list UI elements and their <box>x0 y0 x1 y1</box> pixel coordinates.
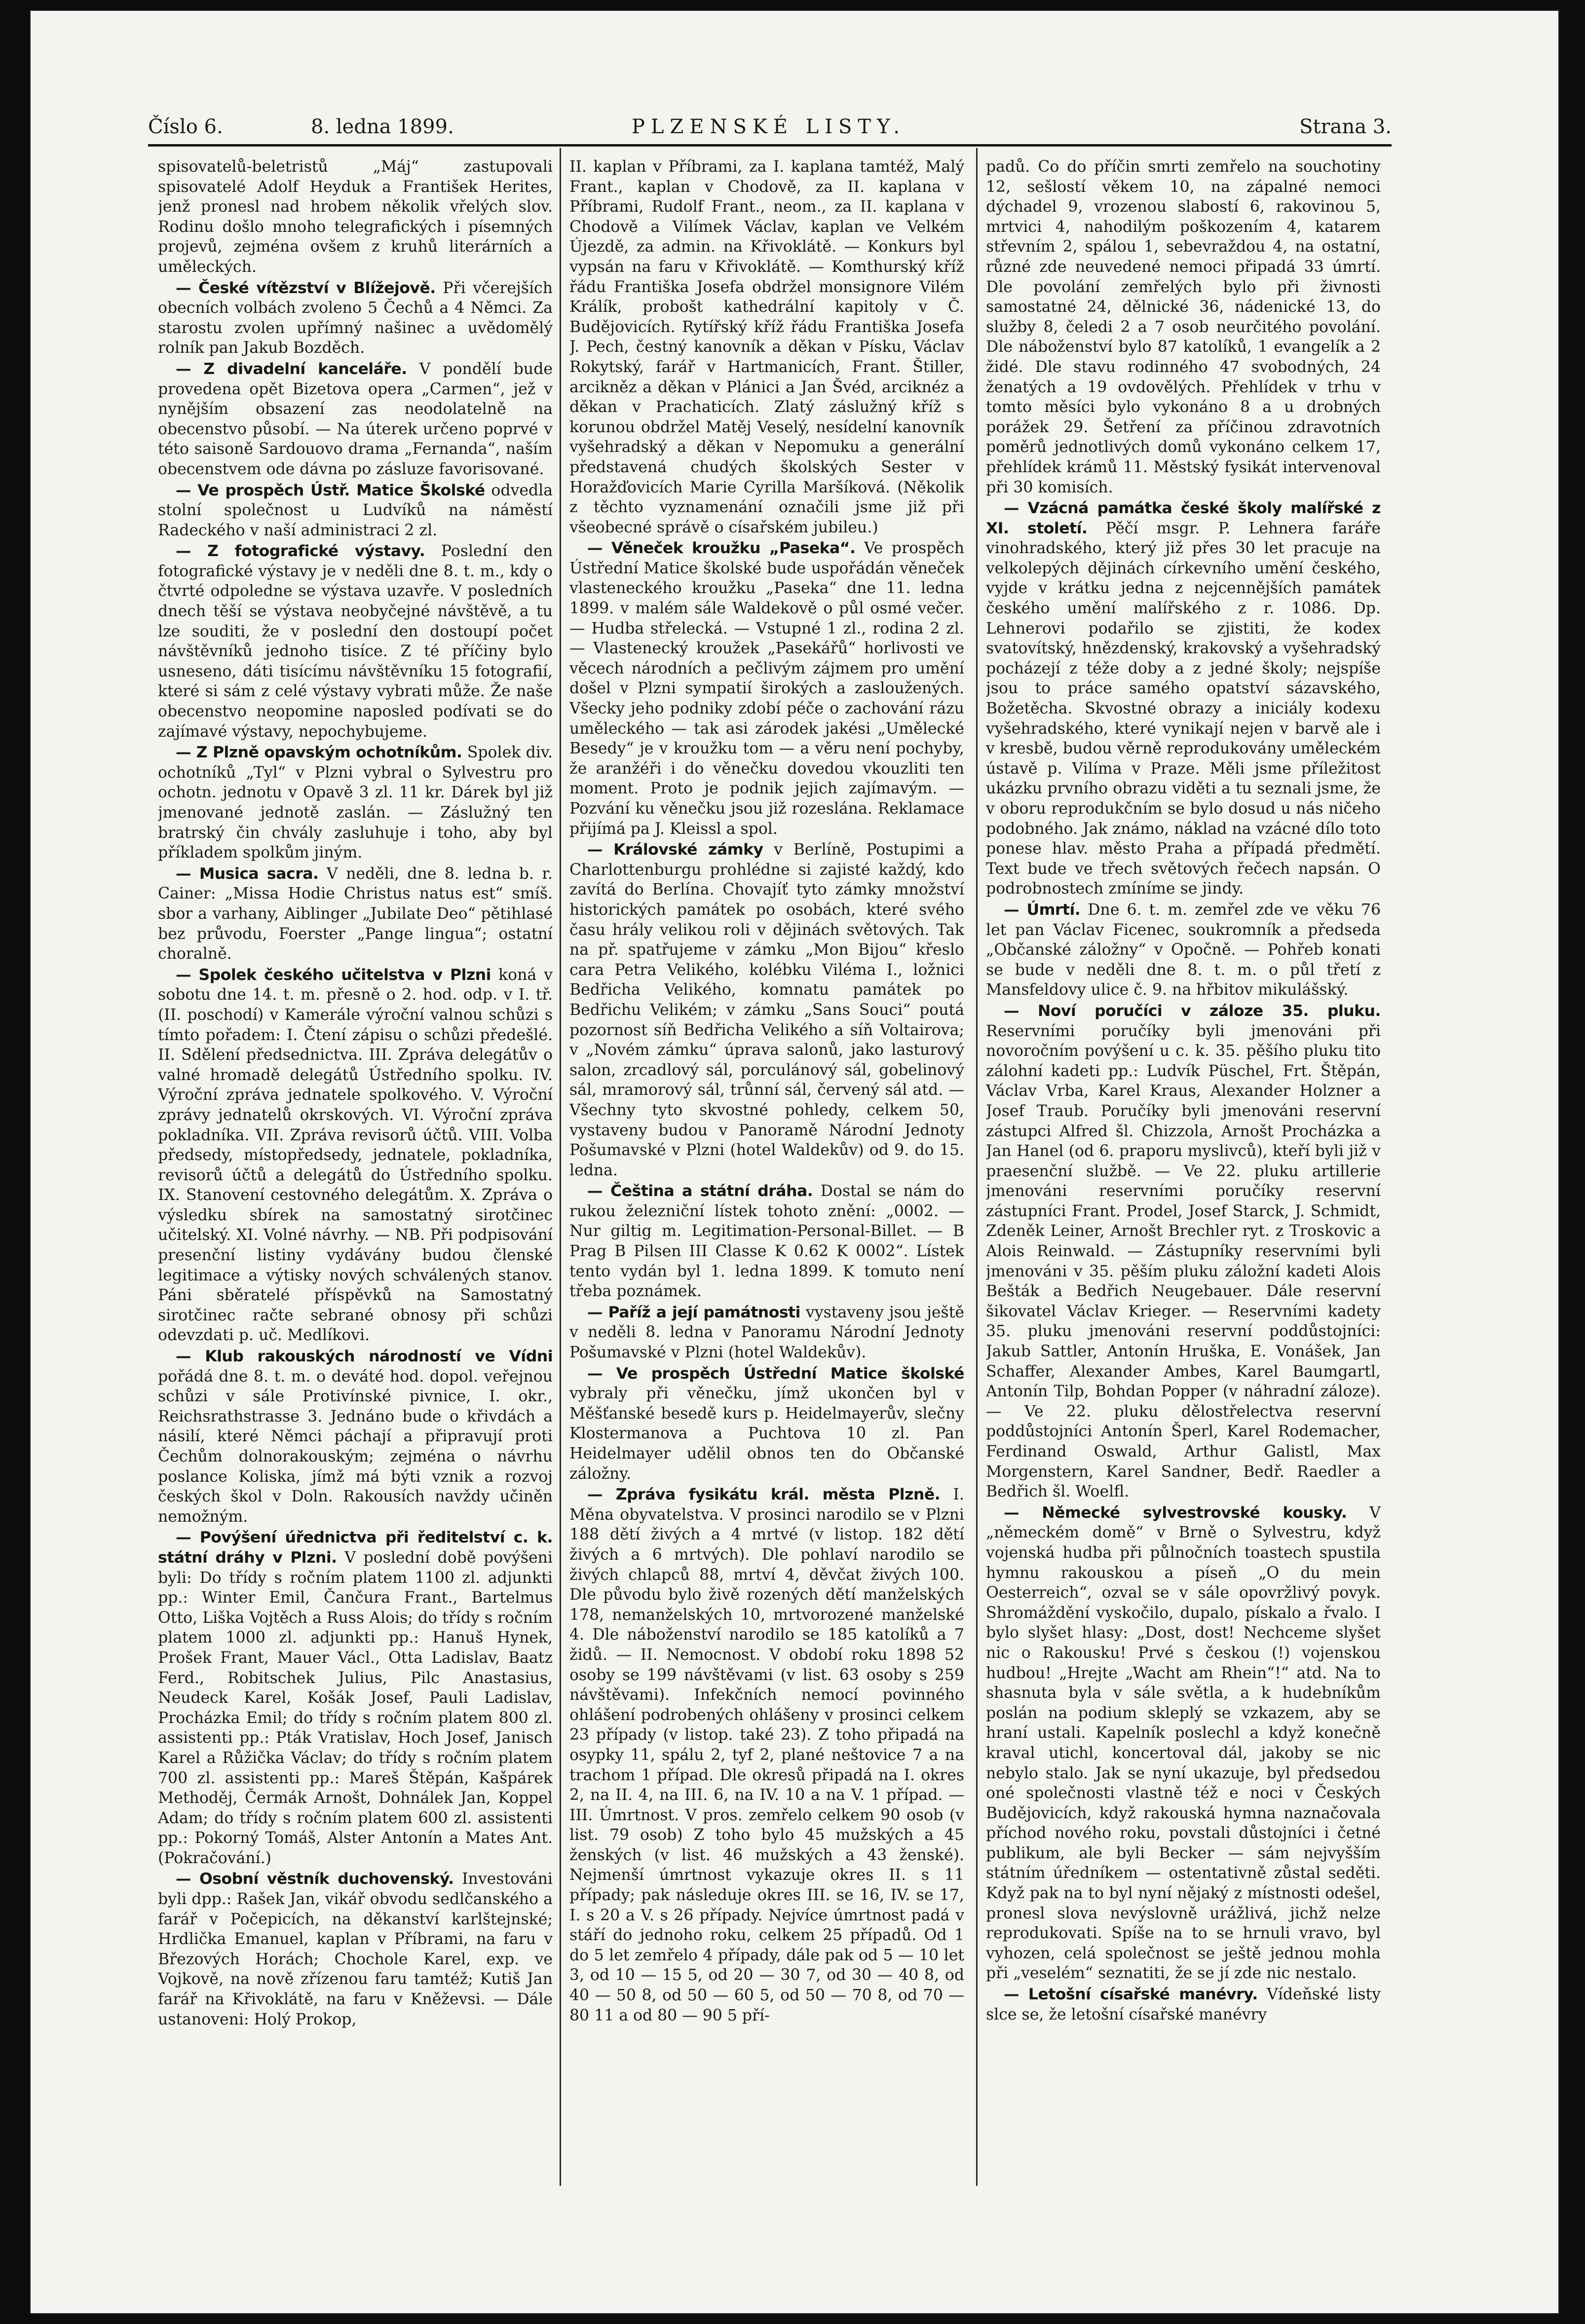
article-text: Reservními poručíky byli jmenováni při novoročním povýšení u c. k. 35. pěšího pluku tito zálohní kadeti pp.: Ludvík Püschel, Frt. Štěpán, Václav Vrba, Karel Kraus, Alexander Holzner a Josef Traub. Poručíky byli jmenováni reservní zástupci Alfred šl. Chizzola, Arnošt Procházka a Jan Hanel (od 6. praporu myslivců), kteří byli již v praesenční službě. — Ve 22. pluku artillerie jmenováni reservními poručíky reservní zástupníci Frant. Prodel, Josef Starck, J. Schmidt, Zdeněk Leiner, Arnošt Brechler ryt. z Troskovic a Alois Reinwald. — Zástupníky reservními byli jmenováni v 35. pěším pluku záložní kadeti Alois Bešták a Bedřich Neugebauer. Dále reservní šikovatel Václav Krieger. — Reservními kadety 35. pluku jmenováni reservní poddůstojníci: Jakub Sattler, Antonín Hruška, E. Vonášek, Jan Schaffer, Alexander Ambes, Karel Baumgartl, Antonín Tilp, Bohdan Popper (v náhradní záloze). — Ve 22. pluku dělostřelectva reservní poddůstojníci Antonín Šperl, Karel Rodemacher, Ferdinand Oswald, Arthur Galistl, Max Morgenstern, Karel Sandner, Bedř. Raedler a Bedřich šl. Woelfl. <box>986 1022 1381 1501</box>
article-heading: — Musica sacra. <box>176 864 319 883</box>
article-heading: — Úmrtí. <box>1004 900 1081 919</box>
article-paragraph <box>158 1528 553 1868</box>
article-heading: — Vzácná památka české školy malířské z XI. století. <box>986 499 1381 537</box>
article-paragraph <box>158 864 553 964</box>
article-paragraph <box>569 538 964 839</box>
article-text: Poslední den fotografické výstavy je v neděli dne 8. t. m., kdy o čtvrté odpoledne se výstava uzavře. V posledních dnech těší se výstava neobyčejné návštěvě, a tu lze souditi, že v poslední den dostoupí počet návštěvníků jednoho tisíce. Z té příčiny bylo usneseno, dáti tisícímu návštěvníku 15 fotografií, které si sám z celé výstavy vybrati může. Že naše obecenstvo neopomine naposled podívati se do zajímavé výstavy, nepochybujeme. <box>158 542 553 741</box>
column-divider <box>560 148 561 2186</box>
article-heading: — Z fotografické výstavy. <box>176 542 425 561</box>
article-paragraph <box>158 1869 553 2029</box>
article-heading: — Noví poručíci v záloze 35. pluku. <box>1004 1002 1381 1020</box>
article-text: I. Měna obyvatelstva. V prosinci narodilo se v Plzni 188 dětí živých a 4 mrtvé (v listop. 182 dětí živých a 6 mrtvých). Dle pohlaví narodilo se živých chlapců 88, mrtví 4, děvčat živých 100. Dle původu bylo živě rozených dětí manželských 178, nemanželských 10, mrtvorozené manželské 4. Dle náboženství narodilo se 185 katolíků a 7 židů. — II. Nemocnost. V období roku 1898 52 osoby se 199 návštěvami (v list. 63 osoby s 259 návštěvami). Infekčních nemocí povinného ohlášení podrobených ohlášeny v prosinci celkem 23 případy (v listop. také 23). Z toho připadá na osypky 11, spálu 2, tyf 2, plané neštovice 7 a na trachom 1 případ. Dle okresů připadá na I. okres 2, na II. 4, na III. 6, na IV. 10 a na V. 1 případ. — III. Úmrtnost. V pros. zemřelo celkem 90 osob (v list. 79 osob) Z toho bylo 45 mužských a 45 ženských (v list. 46 mužských a 43 ženské). Nejmenší úmrtnost vykazuje okres II. s 11 případy; pak následuje okres III. se 16, IV. se 17, I. s 20 a V. s 26 případy. Nejvíce úmrtnost padá v stáří do jednoho roku, celkem 25 případů. Od 1 do 5 let zemřelo 4 případy, dále pak od 5 — 10 let 3, od 10 — 15 5, od 20 — 30 7, od 30 — 40 8, od 40 — 50 8, od 50 — 60 5, od 50 — 70 8, od 70 — 80 11 a od 80 — 90 5 pří- <box>569 1486 964 2024</box>
article-paragraph <box>569 1303 964 1363</box>
article-paragraph <box>158 965 553 1346</box>
article-text: Vídeňské listy slce se, že letošní císařské manévry <box>986 1986 1381 2024</box>
article-text: V poslední době povýšeni byli: Do třídy s ročním platem 1100 zl. adjunkti pp.: Winter Emil, Čančura Frant., Bartelmus Otto, Liška Vojtěch a Russ Alois; do třídy s ročním platem 1000 zl. adjunkti pp.: Hanuš Hynek, Prošek Frant, Mauer Václ., Otta Ladislav, Baatz Ferd., Robitschek Julius, Pilc Anastasius, Neudeck Karel, Košák Josef, Pauli Ladislav, Procházka Emil; do třídy s ročním platem 800 zl. assistenti pp.: Pták Vratislav, Hoch Josef, Janisch Karel a Růžička Václav; do třídy s ročním platem 700 zl. assistenti pp.: Mareš Štěpán, Kašpárek Methoděj, Čermák Arnošt, Dohnálek Jan, Koppel Adam; do třídy s ročním platem 600 zl. assistenti pp.: Pokorný Tomáš, Alster Antonín a Mates Ant. (Pokračování.) <box>158 1548 553 1867</box>
article-paragraph <box>158 1347 553 1527</box>
article-paragraph <box>158 481 553 541</box>
article-paragraph <box>986 1985 1381 2024</box>
article-heading: — Paříž a její památnosti <box>587 1303 800 1321</box>
article-heading: — Spolek českého učitelstva v Plzni <box>176 966 491 984</box>
article-text: V pondělí bude provedena opět Bizetova opera „Carmen“, jež v nynějším obsazení zas neodolatelně na obecenstvo působí. — Na úterek určeno poprvé v této saisoně Sardouovo drama „Fernanda“, naším obecenstvem ode dávna po zásluze favorisované. <box>158 360 553 478</box>
article-paragraph <box>986 498 1381 899</box>
article-paragraph <box>986 1503 1381 1984</box>
article-text: Investováni byli dpp.: Rašek Jan, vikář obvodu sedlčanského a farář v Počepicích, na děkanství karlštejnské; Hrdlička Emanuel, kaplan v Příbrami, na faru v Březových Horách; Chochole Karel, exp. ve Vojkově, na nově zřízenou faru tamtéž; Kutiš Jan farář na Křivoklátě, na faru v Kněževsi. — Dále ustanoveni: Holý Prokop, <box>158 1870 553 2028</box>
article-text: padů. Co do příčin smrti zemřelo na souchotiny 12, sešlostí věkem 10, na zápalné nemoci dýchadel 9, vrozenou slabostí 6, rakovinou 5, mrtvici 4, nahodilým poškozením 4, katarem střevním 2, spálou 1, sebevraždou 4, na ostatní, různé zde neuvedené nemoci připadá 33 úmrtí. Dle povolání zemřelých bylo při živnosti samostatné 24, dělnické 36, nádenické 13, do služby 8, čeledi 2 a 7 osob neurčitého povolání. Dle náboženství bylo 87 katolíků, 1 evangelík a 2 židé. Dle stavu rodinného 47 svobodných, 24 ženatých a 19 ovdovělých. Přehlídek v trhu v tomto měsíci bylo vykonáno 8 a u drobných porážek 29. Šetření za příčinou zdravotních poměrů jednotlivých domů vykonáno celkem 17, přehlídek krámů 11. Městský fysikát intervenoval při 30 komisích. <box>986 158 1381 496</box>
article-text: V neděli, dne 8. ledna b. r. Cainer: „Missa Hodie Christus natus est“ smíš. sbor a varhany, Aiblinger „Jubilate Deo“ pětihlasé bez průvodu, Foerster „Pange lingua“; ostatní choralně. <box>158 864 553 963</box>
article-paragraph <box>158 278 553 358</box>
text-column-1 <box>158 157 553 2185</box>
header-rule <box>148 144 1392 147</box>
article-heading: — Německé sylvestrovské kousky. <box>1004 1503 1347 1522</box>
article-paragraph <box>569 840 964 1180</box>
article-text: Při včerejších obecních volbách zvoleno 5 Čechů a 4 Němci. Za starostu zvolen upřímný našinec a uvědomělý rolník pan Jakub Bozděch. <box>158 279 553 357</box>
article-text: pořádá dne 8. t. m. o deváté hod. dopol. veřejnou schůzi v sále Protivínské pivnice, I. okr., Reichsrathstrasse 3. Jednáno bude o křivdách a násilí, které Němci páchají a připravují proti Čechům dolnorakouským; zejména o návrhu poslance Koliska, jímž má býti vznik a rozvoj českých škol v Doln. Rakousích navždy učiněn nemožným. <box>158 1367 553 1526</box>
article-paragraph <box>569 1364 964 1484</box>
article-text: Dne 6. t. m. zemřel zde ve věku 76 let pan Václav Ficenec, soukromník a předseda „Občanské záložny“ v Opočně. — Pohřeb konati se bude v neděli dne 8. t. m. o půl třetí z Mansfeldovy ulice č. 9. na hřbitov mikulášský. <box>986 900 1381 999</box>
article-heading: — Ve prospěch Ústř. Matice Školské <box>176 481 485 499</box>
article-heading: — Klub rakouských národností ve Vídni <box>176 1348 553 1366</box>
article-heading: — Osobní věstník duchovenský. <box>176 1870 454 1888</box>
article-paragraph <box>158 157 553 277</box>
article-paragraph <box>986 1001 1381 1502</box>
page-header <box>148 112 1392 142</box>
article-text: koná v sobotu dne 14. t. m. přesně o 2. hod. odp. v I. tř. (II. poschodí) v Kamerále výroční valnou schůzi s tímto pořadem: I. Čtení zápisu o schůzi předešlé. II. Sdělení předsednictva. III. Zpráva delegátův o valné hromadě delegátů Ústředního spolku. IV. Výroční zpráva jednatele spolkového. V. Výroční zprávy jednatelů okrskových. VI. Výroční zpráva pokladníka. VII. Zpráva revisorů účtů. VIII. Volba předsedy, místopředsedy, jednatele, pokladníka, revisorů účtů a delegátů do Ústředního spolku. IX. Stanovení cestovného delegátům. X. Zpráva o výsledku sbírek na samostatný sirotčinec učitelský. XI. Volné návrhy. — NB. Při podpisování presenční listiny vydávány budou členské legitimace a výtisky nových schválených stanov. Páni sběratelé příspěvků na Samostatný sirotčinec račte sebrané obnosy při schůzi odevzdati p. uč. Medlíkovi. <box>158 966 553 1345</box>
article-heading: — Povýšení úřednictva při ředitelství c. k. státní dráhy v Plzni. <box>158 1529 553 1567</box>
newspaper-title: PLZENSKÉ LISTY. <box>632 115 906 138</box>
article-text: Ve prospěch Ústřední Matice školské bude uspořádán věneček vlasteneckého kroužku „Paseka“ dne 11. ledna 1899. v malém sále Waldekově o půl osmé večer. — Hudba střelecká. — Vstupné 1 zl., rodina 2 zl. — Vlastenecký kroužek „Pasekářů“ horlivosti ve věcech národních a pečlivým zájmem pro umění došel v Plzni sympatií širokých a zasloužených. Všecky jeho podniky zdobí péče o zachování rázu uměleckého — tak asi zárodek jakési „Umělecké Besedy“ je v kroužku tom — a věru není pochyby, že aranžéři i do věnečku dovedou vkouzliti ten moment. Proto je podnik jejich zajímavým. — Pozvání ku věnečku jsou již rozeslána. Reklamace přijímá pa J. Kleissl a spol. <box>569 539 964 838</box>
article-paragraph <box>986 157 1381 497</box>
article-paragraph <box>986 900 1381 1000</box>
article-text: V „německém domě“ v Brně o Sylvestru, když vojenská hudba při půlnočních toastech spustila hymnu rakouskou a píseň „O du mein Oesterreich“, ozval se v sále opovržlivý povyk. Shromáždění vyskočilo, dupalo, pískalo a řvalo. I bylo slyšet hlasy: „Dost, dost! Nechceme slyšet nic o Rakousku! Prvé s českou (!) vojenskou hudbou! „Hrejte „Wacht am Rhein“!“ atd. Na to shasnuta byla v sále světla, a k hudebníkům poslán na podium skleplý se vzkazem, aby se hraní ustali. Kapelník poslechl a když konečně kraval utichl, koncertoval dál, jakoby se nic nebylo stalo. Jak se nyní ukazuje, byl předsedou oné společnosti vlastně též e noci v Českých Budějovicích, když rakouská hymna naznačovala příchod nového roku, povstali důstojníci i četné publikum, ale byli Becker — sám nejvyšším státním úředníkem — ostentativně zůstal seděti. Když pak na to byl nyní nějaký z místnosti odešel, pronesl slova nevýslovně urážlivá, jichž nelze reprodukovati. Spíše na to se hrnuli vravo, byl vyhozen, celá společnost se ještě jednou mohla při „veselém“ seznatiti, že se jí zde nic nestalo. <box>986 1503 1381 1983</box>
article-heading: — Z divadelní kanceláře. <box>176 360 407 378</box>
article-text: spisovatelů-beletristů „Máj“ zastupovali spisovatelé Adolf Heyduk a František Herites, jenž pronesl nad hrobem několik vřelých slov. Rodinu došlo mnoho telegrafických i písemných projevů, zejména ovšem z kruhů literárních a uměleckých. <box>158 158 553 276</box>
article-heading: — Zpráva fysikátu král. města Plzně. <box>587 1486 941 1504</box>
article-text: Spolek div. ochotníků „Tyl“ v Plzni vybral o Sylvestru pro ochotn. jednotu v Opavě 3 zl. 11 kr. Dárek byl již jmenované jednotě zaslán. — Záslužný ten bratrský čin chvály zasluhuje i toho, aby byl příkladem spolkům jiným. <box>158 744 553 862</box>
article-paragraph <box>569 157 964 537</box>
article-paragraph <box>158 743 553 863</box>
page-number: Strana 3. <box>1299 115 1392 138</box>
article-heading: — Královské zámky <box>587 841 763 859</box>
article-heading: — Letošní císařské manévry. <box>1004 1986 1258 2004</box>
article-text: vybraly při věnečku, jímž ukončen byl v Měšťanské besedě kurs p. Heidelmayerův, slečny Klostermanova a Puchtova 10 zl. Pan Heidelmayer udělil obnos ten do Občanské záložny. <box>569 1385 964 1483</box>
article-text: vystaveny jsou ještě v neděli 8. ledna v Panoramu Národní Jednoty Pošumavské v Plzni (hotel Waldekův). <box>569 1303 964 1362</box>
article-heading: — Z Plzně opavským ochotníkům. <box>176 744 462 762</box>
issue-date: 8. ledna 1899. <box>311 115 454 138</box>
article-text: Pěčí msgr. P. Lehnera faráře vinohradského, který již přes 30 let pracuje na velkolepých dějinách církevního umění českého, vyjde v krátku jedna z nejcennějších památek českého umění malířského z r. 1086. Dp. Lehnerovi podařilo se zjistiti, že kodex svatovítský, hnězdenský, krakovský a vyšehradský pocházejí z téže doby a z jedné školy; nejspíše jsou to práce samého opatství sázavského, Božetěcha. Skvostné obrazy a iniciály kodexu vyšehradského, které vynikají nejen v barvě ale i v kresbě, budou věrně reprodukovány uměleckém ústavě p. Vilíma v Praze. Měli jsme příležitost ukázku prvního obrazu viděti a tu seznali jsme, že v oboru reprodukčním se bylo dosud u nás ničeho podobného. Jak známo, náklad na vzácné dílo toto ponese hlav. město Praha a případá předmětí. Text bude ve třech světových řečech napsán. O podrobnostech zmíníme se jindy. <box>986 519 1381 898</box>
text-column-2 <box>569 157 964 2185</box>
article-heading: — České vítězství v Blížejově. <box>176 279 436 297</box>
article-heading: — Věneček kroužku „Paseka“. <box>587 539 856 558</box>
article-text: Dostal se nám do rukou železniční lístek tohoto znění: „0002. — Nur giltig m. Legitimation-Personal-Billet. — B Prag B Pilsen III Classe K 0.62 K 0002“. Lístek tento vydán byl 1. ledna 1899. K tomuto není třeba poznámek. <box>569 1182 964 1301</box>
article-heading: — Ve prospěch Ústřední Matice školské <box>587 1364 964 1383</box>
article-heading: — Čeština a státní dráha. <box>587 1182 813 1200</box>
article-paragraph <box>569 1485 964 2025</box>
article-paragraph <box>569 1181 964 1302</box>
article-paragraph <box>158 541 553 742</box>
article-text: II. kaplan v Příbrami, za I. kaplana tamtéž, Malý Frant., kaplan v Chodově, za II. kaplana v Příbrami, Rudolf Frant., neom., za II. kaplana v Chodově a Vilímek Václav, kaplan ve Velkém Újezdě, za admin. na Křivoklátě. — Konkurs byl vypsán na faru v Křivoklátě. — Komthurský kříž řádu Františka Josefa obdržel monsignore Vilém Králík, probošt kathedrální kapitoly v Č. Budějovicích. Rytířský kříž řádu Františka Josefa J. Pech, čestný kanovník a děkan v Písku, Václav Rokytský, farář v Hartmanicích, Frant. Štiller, arcikněz a děkan v Plánici a Jan Švéd, arciknéz a děkan v Prachaticích. Zlatý záslužný kříž s korunou obdržel Matěj Veselý, nesídelní kanovník vyšehradský a děkan v Nepomuku a generální představená chudých školských Sester v Horažďovicích Marie Cyrilla Maršíková. (Několik z těchto vyznamenání označili jsme již při všeobecné správě o císařském jubileu.) <box>569 158 964 536</box>
issue-number: Číslo 6. <box>148 115 223 138</box>
article-text: odvedla stolní společnost u Ludvíků na náměstí Radeckého v naší administraci 2 zl. <box>158 481 553 539</box>
article-text: v Berlíně, Postupimi a Charlottenburgu prohlédne si zajisté každý, kdo zavítá do Berlína. Chovajíť tyto zámky množství historických památek po osobách, které svého času hrály velikou roli v dějinách světových. Tak na př. spatřujeme v zámku „Mon Bijou“ křeslo cara Petra Velikého, kolébku Viléma I., ložnici Bedřicha Velikého, komnatu památek po Bedřichu Velikém; v zámku „Sans Souci“ poutá pozornost síň Bedřicha Velikého a síň Voltairova; v „Novém zámku“ úprava salonů, jako lasturový salon, zrcadlový sál, porculánový sál, gobelinový sál, mramorový sál, trůnní sál, červený sál atd. — Všechny tyto skvostné pohledy, celkem 50, vystaveny budou v Panoramě Národní Jednoty Pošumavské v Plzni (hotel Waldekův) od 9. do 15. ledna. <box>569 841 964 1179</box>
article-paragraph <box>158 359 553 480</box>
text-column-3 <box>986 157 1381 2185</box>
column-divider <box>976 148 978 2186</box>
